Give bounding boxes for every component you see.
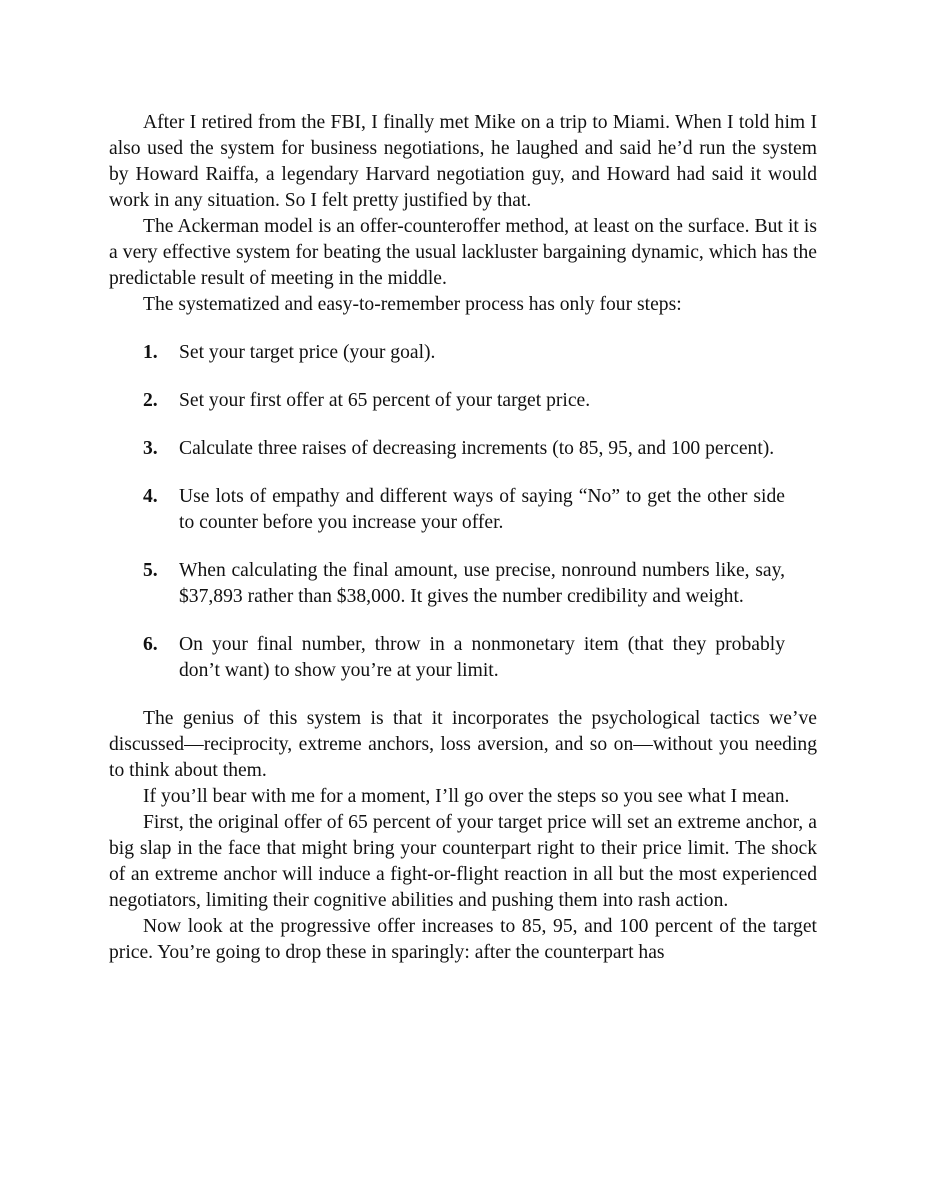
step-number: 6.: [143, 634, 158, 655]
body-paragraph: First, the original offer of 65 percent of your target price will set an extreme anchor, a big slap in the face that might bring your counterpart right to their price limit. The shock of an extreme anchor will induce a fight-or-flight reaction in all but the most experienced negotiators, limiting their cognitive abilities and pushing them into rash action.: [109, 812, 817, 911]
body-paragraph: If you’ll bear with me for a moment, I’ll go over the steps so you see what I mean.: [143, 786, 790, 807]
body-paragraph: The genius of this system is that it incorporates the psychological tactics we’ve discussed—reciprocity, extreme anchors, loss aversion, and so on—without you needing to think about them.: [109, 708, 817, 781]
step-number: 3.: [143, 438, 158, 459]
book-page: [109, 110, 817, 966]
list-item: [143, 484, 785, 536]
list-item: [143, 340, 785, 366]
step-number: 2.: [143, 390, 158, 411]
step-number: 4.: [143, 486, 158, 507]
step-text: On your final number, throw in a nonmonetary item (that they probably don’t want) to show you’re at your limit.: [179, 634, 785, 681]
list-item: [143, 436, 785, 462]
step-number: 1.: [143, 342, 158, 363]
body-paragraph: After I retired from the FBI, I finally met Mike on a trip to Miami. When I told him I also used the system for business negotiations, he laughed and said he’d run the system by Howard Raiffa, a legendary Harvard negotiation guy, and Howard had said it would work in any situation. So I felt pretty justified by that.: [109, 112, 817, 211]
list-item: [143, 558, 785, 610]
step-text: When calculating the final amount, use precise, nonround numbers like, say, $37,893 rather than $38,000. It gives the number credibility and weight.: [179, 560, 785, 607]
body-paragraph: Now look at the progressive offer increases to 85, 95, and 100 percent of the target price. You’re going to drop these in sparingly: after the counterpart has: [109, 916, 817, 963]
body-paragraph: The systematized and easy-to-remember process has only four steps:: [143, 294, 682, 315]
step-text: Set your target price (your goal).: [179, 342, 436, 363]
list-item: [143, 632, 785, 684]
step-text: Calculate three raises of decreasing increments (to 85, 95, and 100 percent).: [179, 438, 775, 459]
list-item: [143, 388, 785, 414]
body-paragraph: The Ackerman model is an offer-counteroffer method, at least on the surface. But it is a very effective system for beating the usual lackluster bargaining dynamic, which has the predictable result of meeting in the middle.: [109, 216, 817, 289]
steps-list: [109, 340, 817, 684]
step-text: Use lots of empathy and different ways of saying “No” to get the other side to counter before you increase your offer.: [179, 486, 785, 533]
step-number: 5.: [143, 560, 158, 581]
step-text: Set your first offer at 65 percent of your target price.: [179, 390, 591, 411]
